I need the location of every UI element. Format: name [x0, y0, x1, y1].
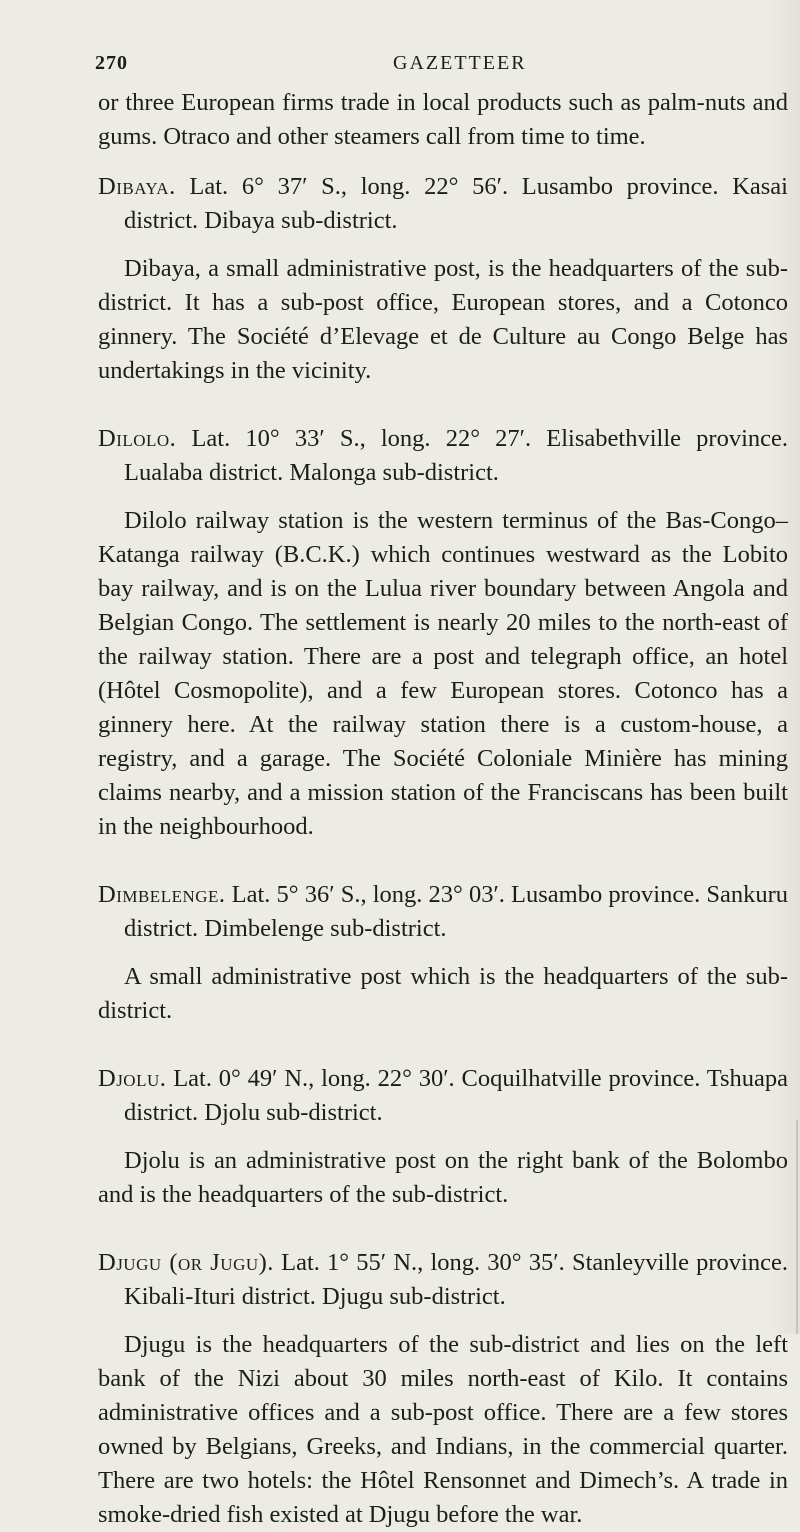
entry-spacing — [98, 388, 788, 406]
intro-paragraph: or three European firms trade in local products such as palm-nuts and gums. Otraco and other steamers call from time to time. — [98, 89, 788, 150]
entry-body-dibaya: Dibaya, a small administrative post, is the headquarters of the sub-district. It has a sub-post office, European stores, and a Cotonco ginnery. The Société d’Elevage et de Culture au Congo Belge has undertakings in the vicinity. — [98, 255, 788, 384]
entry-heading-dilolo — [98, 422, 788, 490]
gazetteer-text — [98, 86, 788, 1532]
entry-heading-dimbelenge — [98, 878, 788, 946]
entry-name: Dibaya. — [98, 173, 176, 200]
running-header — [95, 52, 775, 82]
entry-body-dimbelenge: A small administrative post which is the headquarters of the sub-district. — [98, 963, 788, 1024]
entry-details: Lat. 10° 33′ S., long. 22° 27′. Elisabethville province. Lualaba district. Malonga sub-district. — [124, 425, 788, 486]
entry-details: Lat. 1° 55′ N., long. 30° 35′. Stanleyville province. Kibali-Ituri district. Djugu sub-district. — [124, 1249, 788, 1310]
running-title: GAZETTEER — [393, 52, 527, 74]
page-edge-shadow — [796, 1120, 798, 1334]
page-number: 270 — [95, 52, 128, 74]
entry-body-djugu: Djugu is the headquarters of the sub-district and lies on the left bank of the Nizi about 30 miles north-east of Kilo. It contains administrative offices and a sub-post office. There are a few stores owned by Belgians, Greeks, and Indians, in the commercial quarter. There are two hotels: the Hôtel Rensonnet and Dimech’s. A trade in smoke-dried fish existed at Djugu before the war. — [98, 1331, 788, 1528]
entry-body-dilolo: Dilolo railway station is the western terminus of the Bas-Congo–Katanga railway (B.C.K.) which continues westward as the Lobito bay railway, and is on the Lulua river boundary between Angola and Belgian Congo. The settlement is nearly 20 miles to the north-east of the railway station. There are a post and telegraph office, an hotel (Hôtel Cosmopolite), and a few European stores. Cotonco has a ginnery here. At the railway station there is a custom-house, a registry, and a garage. The Société Coloniale Minière has mining claims nearby, and a mission station of the Franciscans has been built in the neighbourhood. — [98, 507, 788, 840]
entry-name: Djolu. — [98, 1065, 167, 1092]
entry-name: Dimbelenge. — [98, 881, 226, 908]
entry-name: Djugu (or Jugu). — [98, 1249, 274, 1276]
entry-spacing — [98, 1212, 788, 1230]
entry-heading-dibaya — [98, 170, 788, 238]
entry-body-djolu: Djolu is an administrative post on the right bank of the Bolombo and is the headquarters of the sub-district. — [98, 1147, 788, 1208]
entry-spacing — [98, 844, 788, 862]
entry-details: Lat. 5° 36′ S., long. 23° 03′. Lusambo province. Sankuru district. Dimbelenge sub-district. — [124, 881, 788, 942]
entry-details: Lat. 0° 49′ N., long. 22° 30′. Coquilhatville province. Tshuapa district. Djolu sub-district. — [124, 1065, 788, 1126]
entry-spacing — [98, 1028, 788, 1046]
entry-details: Lat. 6° 37′ S., long. 22° 56′. Lusambo province. Kasai district. Dibaya sub-district. — [124, 173, 788, 234]
entry-name: Dilolo. — [98, 425, 177, 452]
entry-heading-djolu — [98, 1062, 788, 1130]
entry-heading-djugu — [98, 1246, 788, 1314]
